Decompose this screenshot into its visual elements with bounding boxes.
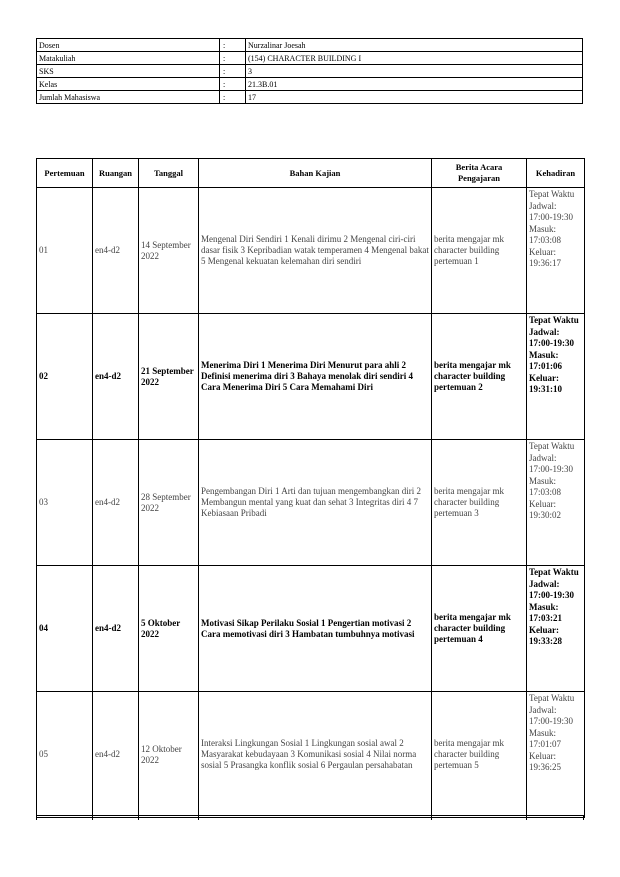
cell-berita-acara: berita mengajar mk character building pertemuan 3 xyxy=(432,440,527,566)
info-row-kelas xyxy=(37,78,583,91)
header-bahan-kajian: Bahan Kajian xyxy=(199,159,432,188)
table-row xyxy=(37,566,585,692)
cell-tanggal: 5 Oktober 2022 xyxy=(139,566,199,692)
cell-pertemuan: 05 xyxy=(37,692,93,818)
info-row-dosen xyxy=(37,39,583,52)
cell-pertemuan: 03 xyxy=(37,440,93,566)
course-info-table xyxy=(36,38,583,104)
cell-bahan-kajian: Motivasi Sikap Perilaku Sosial 1 Pengertian motivasi 2 Cara memotivasi diri 3 Hambatan tumbuhnya motivasi xyxy=(199,566,432,692)
cell-kehadiran: Tepat Waktu Jadwal: 17:00-19:30 Masuk: 17:01:07 Keluar: 19:36:25 xyxy=(527,692,585,818)
cell-kehadiran: Tepat Waktu Jadwal: 17:00-19:30 Masuk: 17:03:21 Keluar: 19:33:28 xyxy=(527,566,585,692)
table-row xyxy=(37,692,585,818)
cell-ruangan: en4-d2 xyxy=(93,314,139,440)
cell-ruangan: en4-d2 xyxy=(93,692,139,818)
info-value: (154) CHARACTER BUILDING I xyxy=(246,52,583,65)
header-pertemuan: Pertemuan xyxy=(37,159,93,188)
info-separator: : xyxy=(220,91,246,104)
info-separator: : xyxy=(220,65,246,78)
cell-kehadiran: Tepat Waktu Jadwal: 17:00-19:30 Masuk: 17:03:08 Keluar: 19:30:02 xyxy=(527,440,585,566)
page-break-line xyxy=(36,815,584,816)
info-value: 17 xyxy=(246,91,583,104)
info-separator: : xyxy=(220,78,246,91)
info-row-jumlah-mahasiswa xyxy=(37,91,583,104)
cell-ruangan: en4-d2 xyxy=(93,566,139,692)
cell-berita-acara: berita mengajar mk character building pertemuan 5 xyxy=(432,692,527,818)
cell-tanggal: 28 September 2022 xyxy=(139,440,199,566)
info-row-sks xyxy=(37,65,583,78)
cell-berita-acara: berita mengajar mk character building pertemuan 4 xyxy=(432,566,527,692)
cell-ruangan: en4-d2 xyxy=(93,440,139,566)
info-value: Nurzalinar Joesah xyxy=(246,39,583,52)
cell-berita-acara: berita mengajar mk character building pertemuan 1 xyxy=(432,188,527,314)
cell-bahan-kajian: Pengembangan Diri 1 Arti dan tujuan mengembangkan diri 2 Membangun mental yang kuat dan sehat 3 Integritas diri 4 7 Kebiasaan Pribadi xyxy=(199,440,432,566)
info-label: Dosen xyxy=(37,39,220,52)
table-row xyxy=(37,188,585,314)
cell-tanggal: 14 September 2022 xyxy=(139,188,199,314)
schedule-header-row xyxy=(37,159,585,188)
info-value: 21.3B.01 xyxy=(246,78,583,91)
cell-berita-acara: berita mengajar mk character building pertemuan 2 xyxy=(432,314,527,440)
info-label: SKS xyxy=(37,65,220,78)
info-label: Matakuliah xyxy=(37,52,220,65)
info-label: Kelas xyxy=(37,78,220,91)
info-separator: : xyxy=(220,39,246,52)
table-row xyxy=(37,440,585,566)
cell-bahan-kajian: Menerima Diri 1 Menerima Diri Menurut para ahli 2 Definisi menerima diri 3 Bahaya menolak diri sendiri 4 Cara Menerima Diri 5 Cara Memahami Diri xyxy=(199,314,432,440)
header-berita-acara: Berita Acara Pengajaran xyxy=(432,159,527,188)
cell-ruangan: en4-d2 xyxy=(93,188,139,314)
cell-tanggal: 21 September 2022 xyxy=(139,314,199,440)
info-value: 3 xyxy=(246,65,583,78)
header-ruangan: Ruangan xyxy=(93,159,139,188)
info-row-matakuliah xyxy=(37,52,583,65)
table-row xyxy=(37,314,585,440)
schedule-table xyxy=(36,158,585,818)
cell-bahan-kajian: Mengenal Diri Sendiri 1 Kenali dirimu 2 Mengenal ciri-ciri dasar fisik 3 Kepribadian watak temperamen 4 Mengenal bakat 5 Mengenal kekuatan kelemahan diri sendiri xyxy=(199,188,432,314)
header-tanggal: Tanggal xyxy=(139,159,199,188)
info-separator: : xyxy=(220,52,246,65)
cell-pertemuan: 04 xyxy=(37,566,93,692)
cell-kehadiran: Tepat Waktu Jadwal: 17:00-19:30 Masuk: 17:01:06 Keluar: 19:31:10 xyxy=(527,314,585,440)
cell-pertemuan: 01 xyxy=(37,188,93,314)
header-kehadiran: Kehadiran xyxy=(527,159,585,188)
cell-bahan-kajian: Interaksi Lingkungan Sosial 1 Lingkungan sosial awal 2 Masyarakat kebudayaan 3 Komunikasi sosial 4 Nilai norma sosial 5 Prasangka konflik sosial 6 Pergaulan persahabatan xyxy=(199,692,432,818)
info-label: Jumlah Mahasiswa xyxy=(37,91,220,104)
cell-pertemuan: 02 xyxy=(37,314,93,440)
cell-kehadiran: Tepat Waktu Jadwal: 17:00-19:30 Masuk: 17:03:08 Keluar: 19:36:17 xyxy=(527,188,585,314)
cell-tanggal: 12 Oktober 2022 xyxy=(139,692,199,818)
